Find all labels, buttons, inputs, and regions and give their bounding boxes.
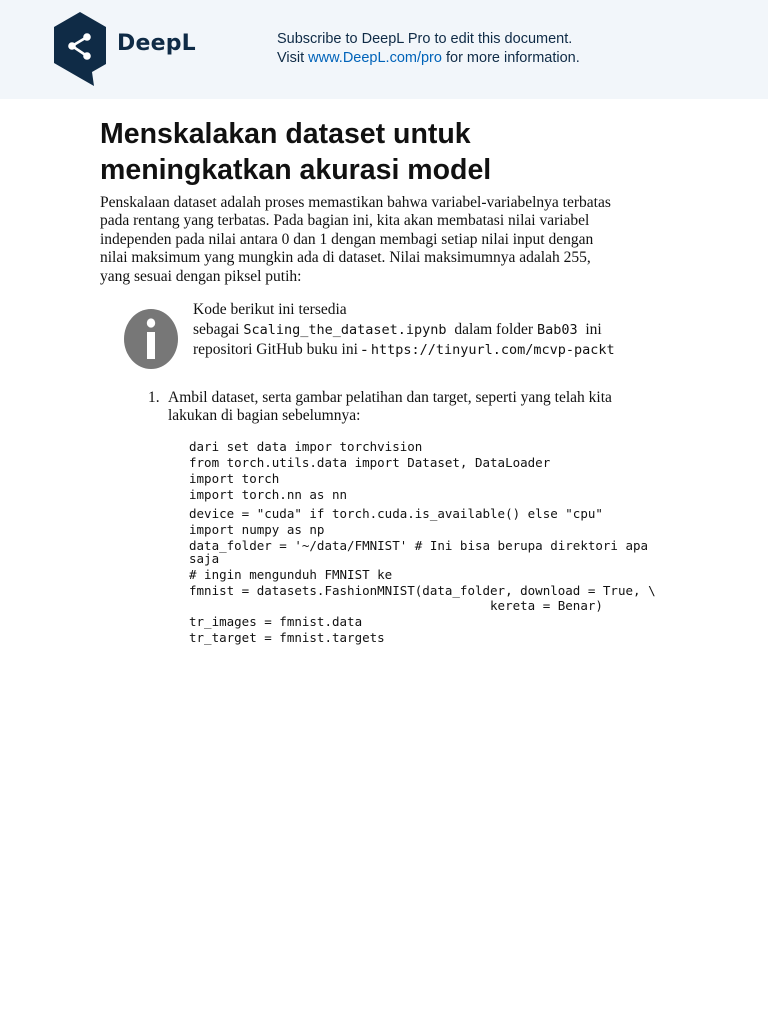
intro-line: nilai maksimum yang mungkin ada di dataset. Nilai maksimumnya adalah 255, <box>100 249 591 267</box>
brand-name[interactable]: DeepL <box>117 31 196 56</box>
info-note <box>193 300 653 361</box>
subscribe-message <box>277 30 580 67</box>
notebook-filename: Scaling_the_dataset.ipynb <box>243 321 447 338</box>
step-number: 1. <box>148 389 160 406</box>
visit-line <box>277 49 580 68</box>
step-line: Ambil dataset, serta gambar pelatihan dan target, seperti yang telah kita <box>168 389 612 406</box>
code-line: import numpy as np <box>189 522 325 537</box>
repo-url: https://tinyurl.com/mcvp-packt <box>370 342 615 358</box>
code-line: device = "cuda" if torch.cuda.is_available() else "cpu" <box>189 506 603 521</box>
deepl-banner <box>0 0 768 99</box>
intro-line: yang sesuai dengan piksel putih: <box>100 267 302 285</box>
step-text <box>168 389 658 426</box>
code-line: import torch.nn as nn <box>189 487 348 502</box>
code-line: dari set data impor torchvision <box>189 439 423 454</box>
note-prefix: sebagai <box>193 320 244 338</box>
intro-line: pada rentang yang terbatas. Pada bagian ini, kita akan membatasi nilai variabel <box>100 212 590 230</box>
intro-paragraph <box>100 194 660 286</box>
note-line-3 <box>193 340 653 361</box>
code-line: saja <box>189 551 220 566</box>
code-line: tr_images = fmnist.data <box>189 614 363 629</box>
intro-line: independen pada nilai antara 0 dan 1 dengan membagi setiap nilai input dengan <box>100 230 594 248</box>
step-line: lakukan di bagian sebelumnya: <box>168 407 361 425</box>
step-item <box>148 389 658 426</box>
code-block <box>189 439 679 646</box>
code-line: fmnist = datasets.FashionMNIST(data_folder, download = True, \ <box>189 583 656 598</box>
title-line-2: meningkatkan akurasi model <box>100 154 492 186</box>
code-line: tr_target = fmnist.targets <box>189 630 385 645</box>
title-line-1: Menskalakan dataset untuk <box>100 118 471 150</box>
code-line: import torch <box>189 471 280 486</box>
visit-suffix: for more information. <box>441 49 580 66</box>
intro-line: Penskalaan dataset adalah proses memastikan bahwa variabel-variabelnya terbatas <box>100 194 611 211</box>
note-suffix: ini <box>577 320 602 338</box>
info-icon <box>123 308 179 370</box>
page-title <box>100 116 660 188</box>
code-line: data_folder = '~/data/FMNIST' # Ini bisa berupa direktori apa <box>189 538 649 553</box>
subscribe-line: Subscribe to DeepL Pro to edit this document. <box>277 31 573 47</box>
code-line: kereta = Benar) <box>189 598 603 613</box>
note-repo-text: repositori GitHub buku ini - <box>193 341 371 358</box>
note-line-2 <box>193 320 653 341</box>
folder-name: Bab03 <box>536 321 578 338</box>
visit-prefix: Visit <box>277 49 309 66</box>
code-line: from torch.utils.data import Dataset, DataLoader <box>189 455 551 470</box>
note-line-1: Kode berikut ini tersedia <box>193 301 347 318</box>
deepl-pro-link[interactable]: www.DeepL.com/pro <box>308 49 442 66</box>
code-line: # ingin mengunduh FMNIST ke <box>189 567 393 582</box>
note-mid: dalam folder <box>446 320 537 338</box>
deepl-logo-icon[interactable] <box>52 12 108 86</box>
